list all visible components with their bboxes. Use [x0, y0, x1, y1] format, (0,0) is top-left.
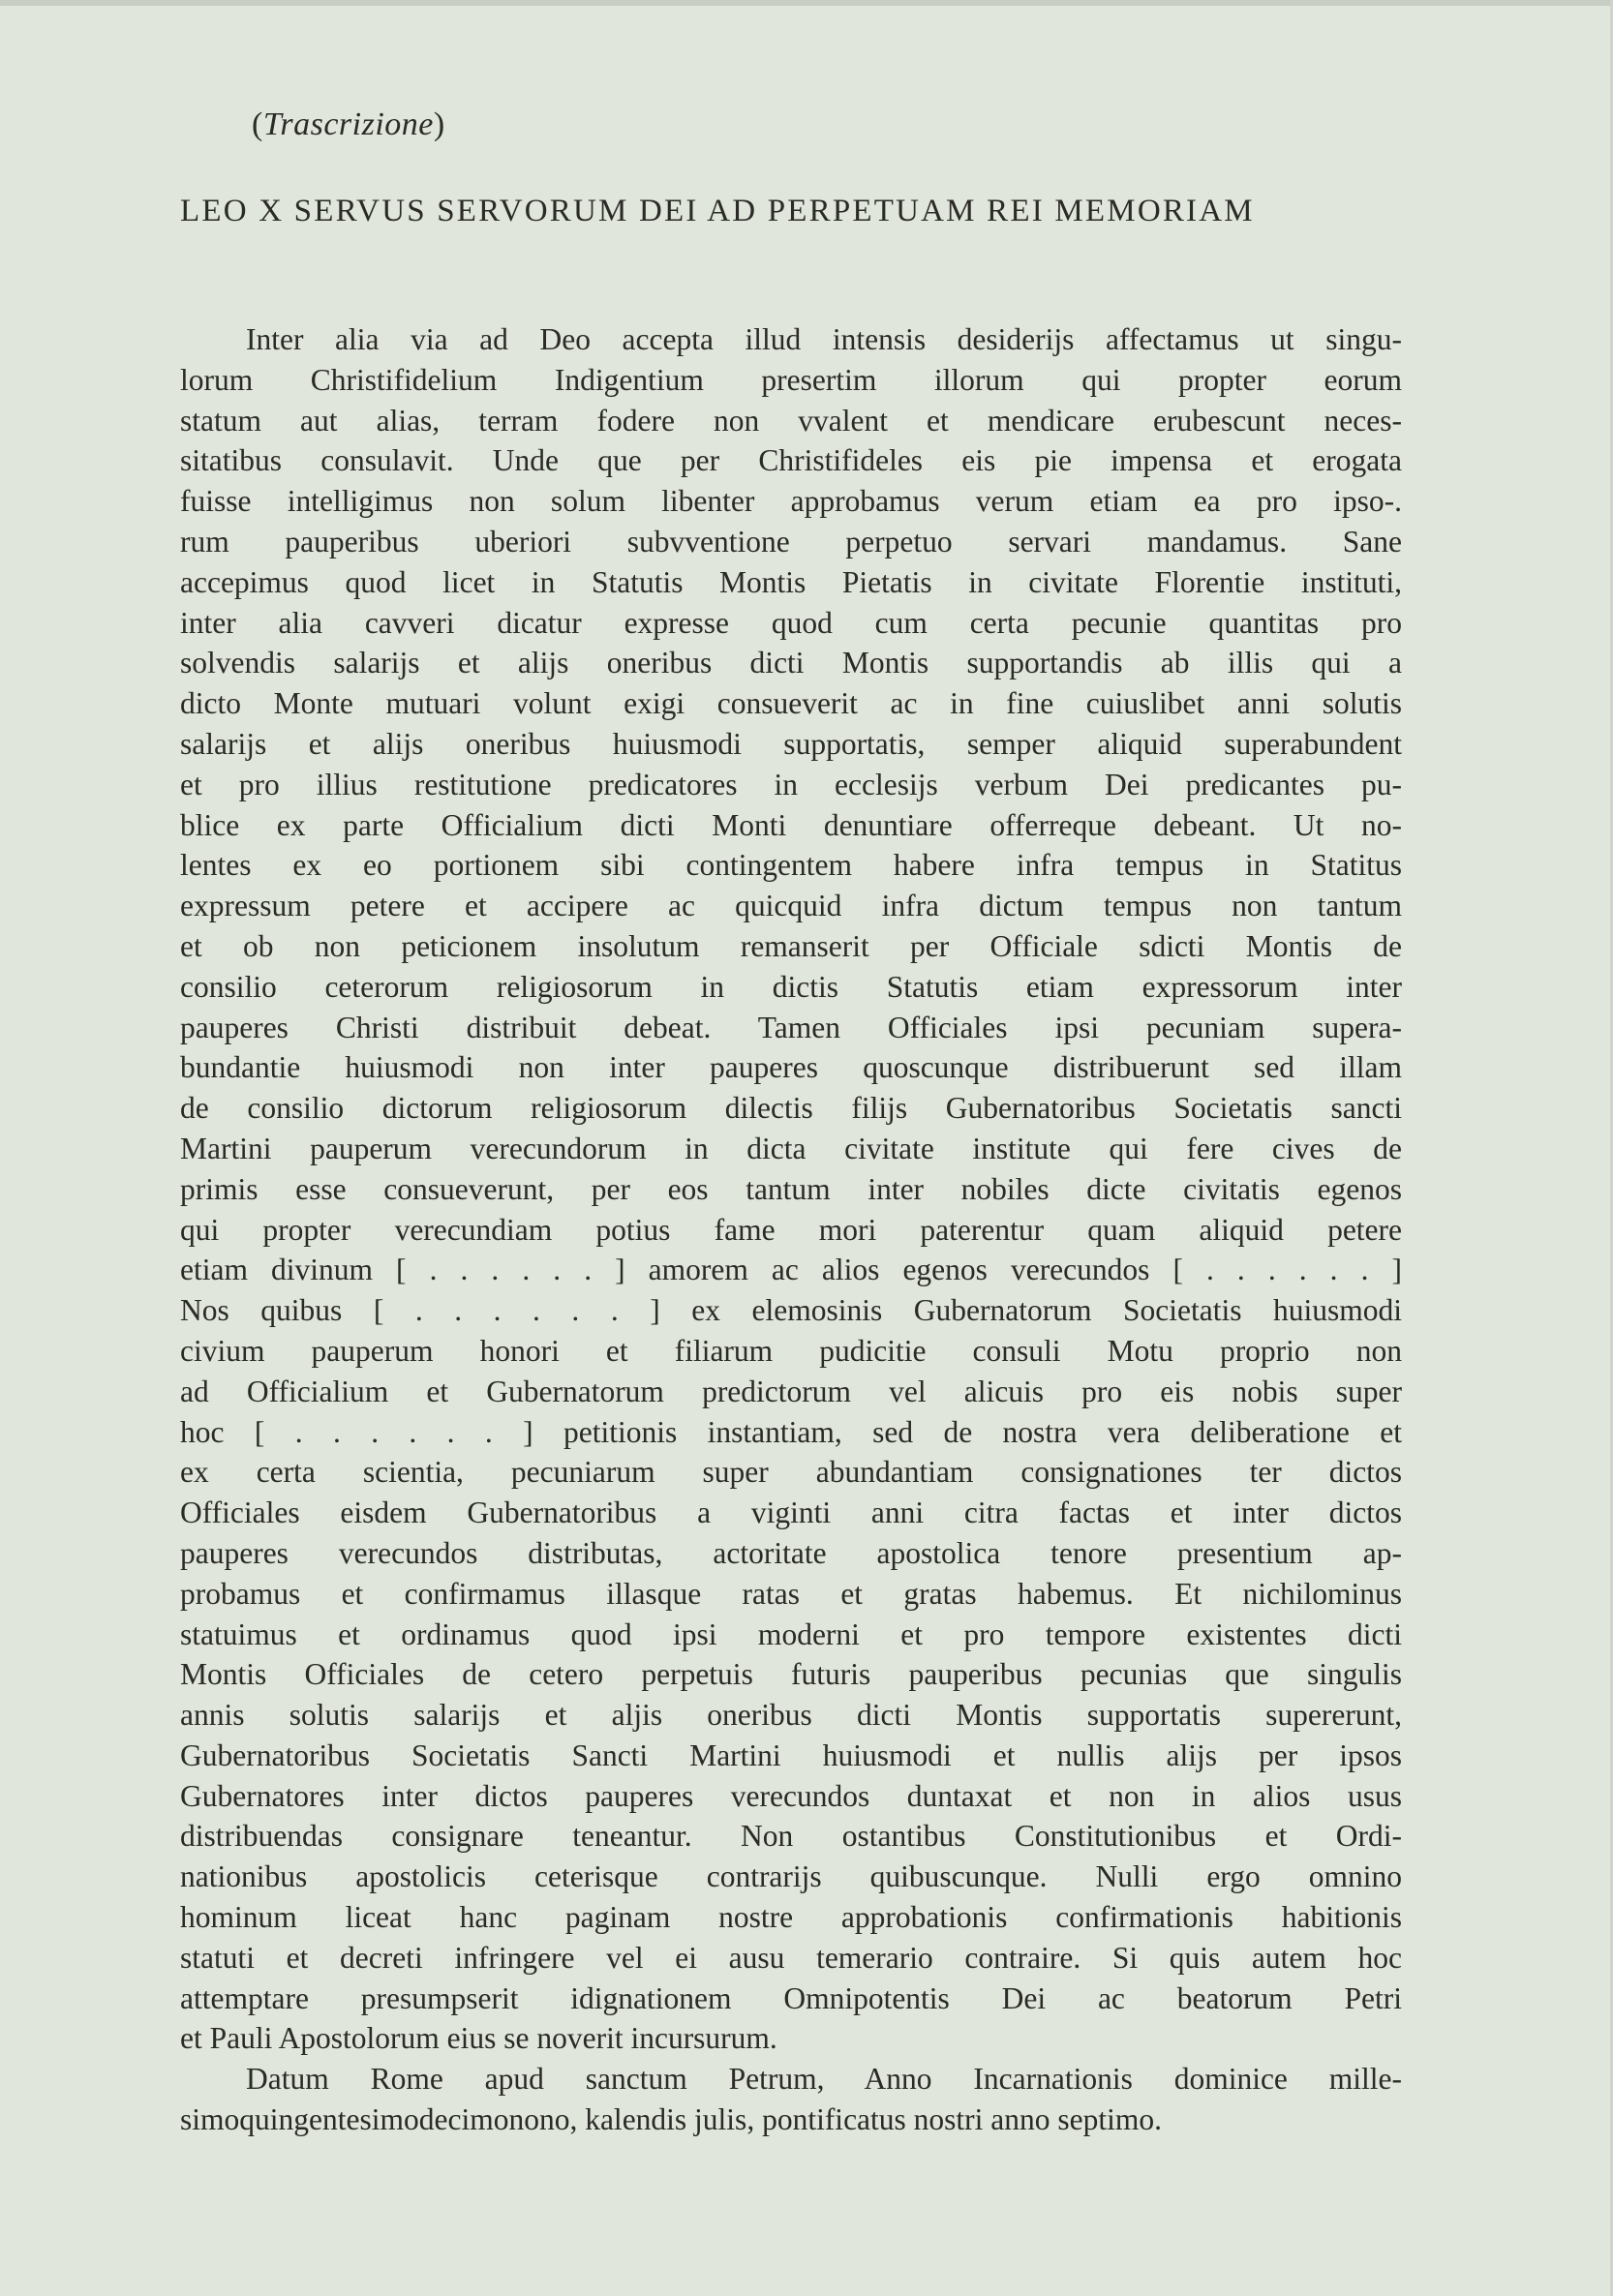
- text-line: statuimus et ordinamus quod ipsi moderni et pro tempore existentes dicti: [180, 1616, 1402, 1651]
- text-line: nationibus apostolicis ceterisque contrarijs quibuscunque. Nulli ergo omnino: [180, 1859, 1402, 1894]
- text-line: etiam divinum [ . . . . . . ] amorem ac alios egenos verecundos [ . . . . . . ]: [180, 1253, 1402, 1287]
- paragraph-dating-clause: [180, 2059, 1402, 2140]
- text-line: pauperes Christi distribuit debeat. Tamen Officiales ipsi pecuniam supera-: [180, 1010, 1402, 1044]
- text-line: Datum Rome apud sanctum Petrum, Anno Incarnationis dominice mille-: [246, 2062, 1402, 2097]
- text-line: accepimus quod licet in Statutis Montis Pietatis in civitate Florentie instituti,: [180, 564, 1402, 599]
- text-line: consilio ceterorum religiosorum in dictis Statutis etiam expressorum inter: [180, 969, 1402, 1004]
- text-line: qui propter verecundiam potius fame mori paterentur quam aliquid petere: [180, 1212, 1402, 1247]
- text-line: et ob non peticionem insolutum remanserit per Officiale sdicti Montis de: [180, 928, 1402, 963]
- text-line: probamus et confirmamus illasque ratas et gratas habemus. Et nichilominus: [180, 1576, 1402, 1611]
- text-line: Inter alia via ad Deo accepta illud intensis desiderijs affectamus ut singu-: [246, 322, 1402, 356]
- text-line: bundantie huiusmodi non inter pauperes quoscunque distribuerunt sed illam: [180, 1050, 1402, 1085]
- text-line: inter alia cavveri dicatur expresse quod cum certa pecunie quantitas pro: [180, 605, 1402, 640]
- text-line: hominum liceat hanc paginam nostre approbationis confirmationis habitionis: [180, 1900, 1402, 1935]
- text-line: et pro illius restitutione predicatores in ecclesijs verbum Dei predicantes pu-: [180, 767, 1402, 801]
- text-line: pauperes verecundos distributas, actoritate apostolica tenore presentium ap-: [180, 1535, 1402, 1570]
- text-line: Montis Officiales de cetero perpetuis futuris pauperibus pecunias que singulis: [180, 1657, 1402, 1692]
- text-line: rum pauperibus uberiori subvventione perpetuo servari mandamus. Sane: [180, 524, 1402, 559]
- text-line: ex certa scientia, pecuniarum super abundantiam consignationes ter dictos: [180, 1455, 1402, 1490]
- text-line: Gubernatoribus Societatis Sancti Martini huiusmodi et nullis alijs per ipsos: [180, 1737, 1402, 1772]
- page-top-edge: [0, 0, 1613, 6]
- text-line: salarijs et alijs oneribus huiusmodi supportatis, semper aliquid superabundent: [180, 726, 1402, 761]
- text-line: attemptare presumpserit idignationem Omnipotentis Dei ac beatorum Petri: [180, 1980, 1402, 2015]
- text-line: Martini pauperum verecundorum in dicta civitate institute qui fere cives de: [180, 1131, 1402, 1165]
- document-body: [180, 319, 1402, 2140]
- document-heading: LEO X SERVUS SERVORUM DEI AD PERPETUAM REI MEMORIAM: [180, 194, 1255, 228]
- text-line: Gubernatores inter dictos pauperes verecundos duntaxat et non in alios usus: [180, 1778, 1402, 1813]
- text-line: statuti et decreti infringere vel ei ausu temerario contraire. Si quis autem hoc: [180, 1940, 1402, 1975]
- paragraph-bull-text: [180, 319, 1402, 2059]
- text-line: hoc [ . . . . . . ] petitionis instantiam, sed de nostra vera deliberatione et: [180, 1414, 1402, 1449]
- text-line: annis solutis salarijs et aljis oneribus dicti Montis supportatis supererunt,: [180, 1698, 1402, 1733]
- transcription-caption: (Trascrizione): [252, 106, 445, 142]
- text-line: de consilio dictorum religiosorum dilectis filijs Gubernatoribus Societatis sancti: [180, 1091, 1402, 1126]
- text-line: lorum Christifidelium Indigentium presertim illorum qui propter eorum: [180, 362, 1402, 397]
- text-line: distribuendas consignare teneantur. Non ostantibus Constitutionibus et Ordi-: [180, 1819, 1402, 1854]
- text-line: Officiales eisdem Gubernatoribus a viginti anni citra factas et inter dictos: [180, 1495, 1402, 1530]
- text-line: civium pauperum honori et filiarum pudicitie consuli Motu proprio non: [180, 1333, 1402, 1368]
- text-line: statum aut alias, terram fodere non vvalent et mendicare erubescunt neces-: [180, 403, 1402, 438]
- text-line: dicto Monte mutuari volunt exigi consueverit ac in fine cuiuslibet anni solutis: [180, 686, 1402, 721]
- text-line: simoquingentesimodecimonono, kalendis julis, pontificatus nostri anno septimo.: [180, 2102, 1163, 2137]
- text-line: primis esse consueverunt, per eos tantum inter nobiles dicte civitatis egenos: [180, 1171, 1402, 1206]
- text-line: et Pauli Apostolorum eius se noverit incursurum.: [180, 2021, 777, 2056]
- text-line: blice ex parte Officialium dicti Monti denuntiare offerreque debeant. Ut no-: [180, 807, 1402, 842]
- text-line: expressum petere et accipere ac quicquid infra dictum tempus non tantum: [180, 889, 1402, 923]
- text-line: solvendis salarijs et alijs oneribus dicti Montis supportandis ab illis qui a: [180, 646, 1402, 680]
- text-line: ad Officialium et Gubernatorum predictorum vel alicuis pro eis nobis super: [180, 1374, 1402, 1408]
- text-line: Nos quibus [ . . . . . . ] ex elemosinis Gubernatorum Societatis huiusmodi: [180, 1293, 1402, 1328]
- text-line: sitatibus consulavit. Unde que per Christifideles eis pie impensa et erogata: [180, 443, 1402, 478]
- text-line: fuisse intelligimus non solum libenter approbamus verum etiam ea pro ipso-.: [180, 484, 1402, 519]
- text-line: lentes ex eo portionem sibi contingentem habere infra tempus in Statitus: [180, 848, 1402, 883]
